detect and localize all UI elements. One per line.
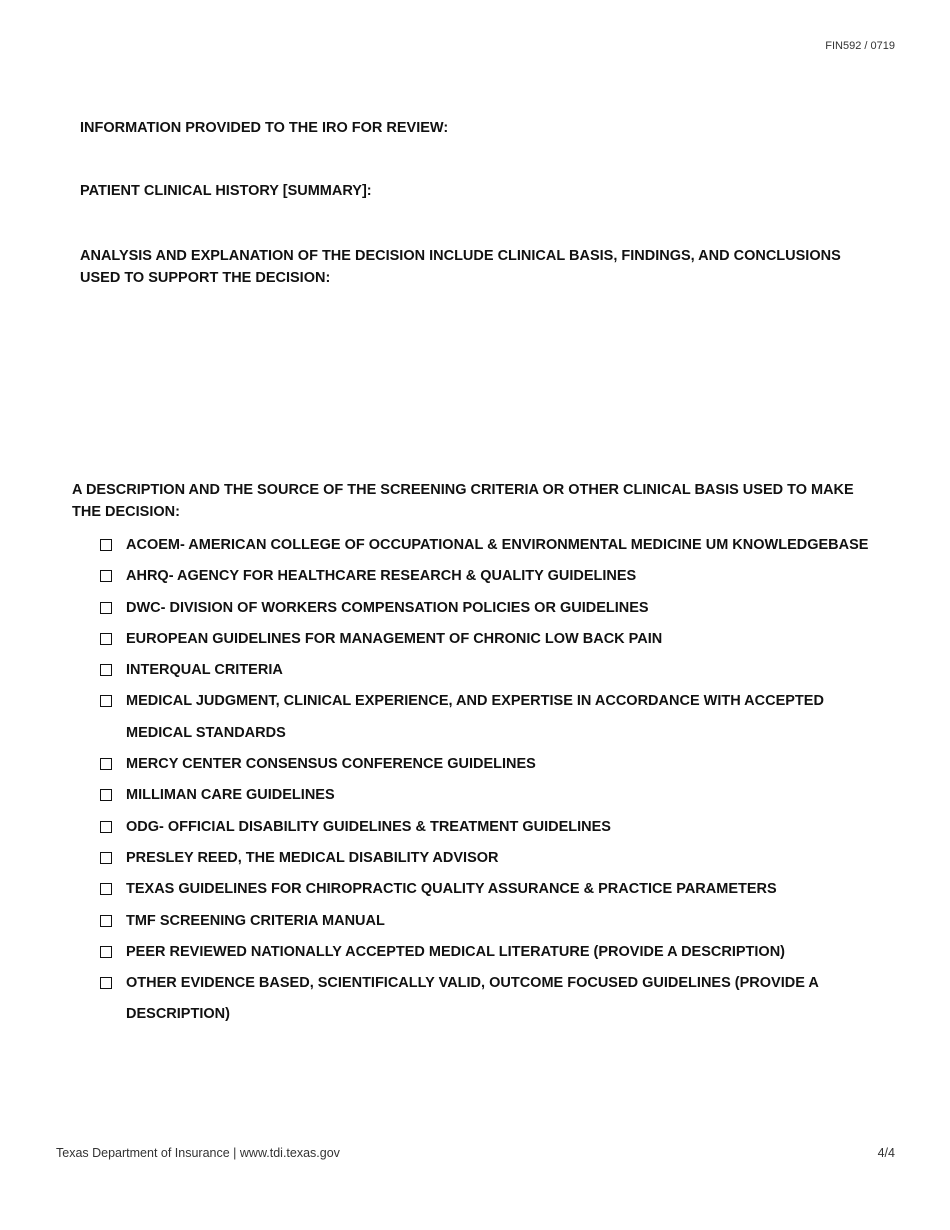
criteria-item-odg bbox=[100, 812, 890, 843]
heading-clinical-history: PATIENT CLINICAL HISTORY [SUMMARY]: bbox=[80, 183, 372, 199]
criteria-item-label: PEER REVIEWED NATIONALLY ACCEPTED MEDICAL LITERATURE (PROVIDE A DESCRIPTION) bbox=[126, 943, 785, 960]
criteria-item-texas-chiropractic bbox=[100, 874, 890, 905]
criteria-item-label: PRESLEY REED, THE MEDICAL DISABILITY ADVISOR bbox=[126, 849, 499, 866]
heading-analysis: ANALYSIS AND EXPLANATION OF THE DECISION INCLUDE CLINICAL BASIS, FINDINGS, AND CONCLUSIONS USED TO SUPPORT THE DECISION: bbox=[80, 248, 841, 286]
criteria-item-label: ACOEM- AMERICAN COLLEGE OF OCCUPATIONAL & ENVIRONMENTAL MEDICINE UM KNOWLEDGEBASE bbox=[126, 537, 869, 553]
criteria-item-ahrq bbox=[100, 561, 890, 592]
criteria-item-medical-judgment bbox=[100, 686, 890, 749]
checkbox[interactable] bbox=[100, 758, 112, 770]
heading-iro-information: INFORMATION PROVIDED TO THE IRO FOR REVIEW: bbox=[80, 120, 449, 136]
criteria-item-label: AHRQ- AGENCY FOR HEALTHCARE RESEARCH & QUALITY GUIDELINES bbox=[126, 568, 637, 585]
criteria-item-label: MEDICAL JUDGMENT, CLINICAL EXPERIENCE, AND EXPERTISE IN ACCORDANCE WITH ACCEPTED MEDICAL STANDARDS bbox=[126, 693, 824, 741]
criteria-item-label: EUROPEAN GUIDELINES FOR MANAGEMENT OF CHRONIC LOW BACK PAIN bbox=[126, 630, 663, 647]
heading-screening-criteria: A DESCRIPTION AND THE SOURCE OF THE SCREENING CRITERIA OR OTHER CLINICAL BASIS USED TO MAKE THE DECISION: bbox=[72, 482, 854, 520]
checkbox[interactable] bbox=[100, 946, 112, 958]
form-code: FIN592 / 0719 bbox=[825, 40, 895, 52]
checkbox[interactable] bbox=[100, 977, 112, 989]
criteria-item-label: MERCY CENTER CONSENSUS CONFERENCE GUIDELINES bbox=[126, 756, 536, 773]
criteria-item-tmf-screening bbox=[100, 906, 890, 937]
checkbox[interactable] bbox=[100, 633, 112, 645]
criteria-item-label: MILLIMAN CARE GUIDELINES bbox=[126, 787, 335, 804]
criteria-item-dwc bbox=[100, 593, 890, 624]
criteria-item-label: TMF SCREENING CRITERIA MANUAL bbox=[126, 912, 385, 929]
criteria-item-european-guidelines bbox=[100, 624, 890, 655]
criteria-item-label: INTERQUAL CRITERIA bbox=[126, 662, 283, 679]
checkbox[interactable] bbox=[100, 915, 112, 927]
criteria-item-interqual bbox=[100, 655, 890, 686]
checkbox[interactable] bbox=[100, 664, 112, 676]
checkbox[interactable] bbox=[100, 602, 112, 614]
footer-organization: Texas Department of Insurance | www.tdi.texas.gov bbox=[56, 1146, 340, 1160]
checkbox[interactable] bbox=[100, 883, 112, 895]
criteria-checklist bbox=[100, 530, 890, 1031]
criteria-item-other-evidence bbox=[100, 968, 890, 1031]
checkbox[interactable] bbox=[100, 539, 112, 551]
criteria-item-acoem bbox=[100, 530, 890, 561]
criteria-item-label: TEXAS GUIDELINES FOR CHIROPRACTIC QUALITY ASSURANCE & PRACTICE PARAMETERS bbox=[126, 881, 777, 898]
criteria-item-mercy-center bbox=[100, 749, 890, 780]
criteria-item-label: OTHER EVIDENCE BASED, SCIENTIFICALLY VALID, OUTCOME FOCUSED GUIDELINES (PROVIDE A DESCRIPTION) bbox=[126, 975, 819, 1023]
criteria-item-presley-reed bbox=[100, 843, 890, 874]
criteria-item-label: DWC- DIVISION OF WORKERS COMPENSATION POLICIES OR GUIDELINES bbox=[126, 599, 649, 616]
criteria-item-peer-reviewed bbox=[100, 937, 890, 968]
checkbox[interactable] bbox=[100, 570, 112, 582]
checkbox[interactable] bbox=[100, 821, 112, 833]
checkbox[interactable] bbox=[100, 789, 112, 801]
checkbox[interactable] bbox=[100, 695, 112, 707]
checkbox[interactable] bbox=[100, 852, 112, 864]
criteria-item-milliman bbox=[100, 780, 890, 811]
criteria-item-label: ODG- OFFICIAL DISABILITY GUIDELINES & TREATMENT GUIDELINES bbox=[126, 818, 611, 835]
page-number: 4/4 bbox=[877, 1146, 895, 1160]
